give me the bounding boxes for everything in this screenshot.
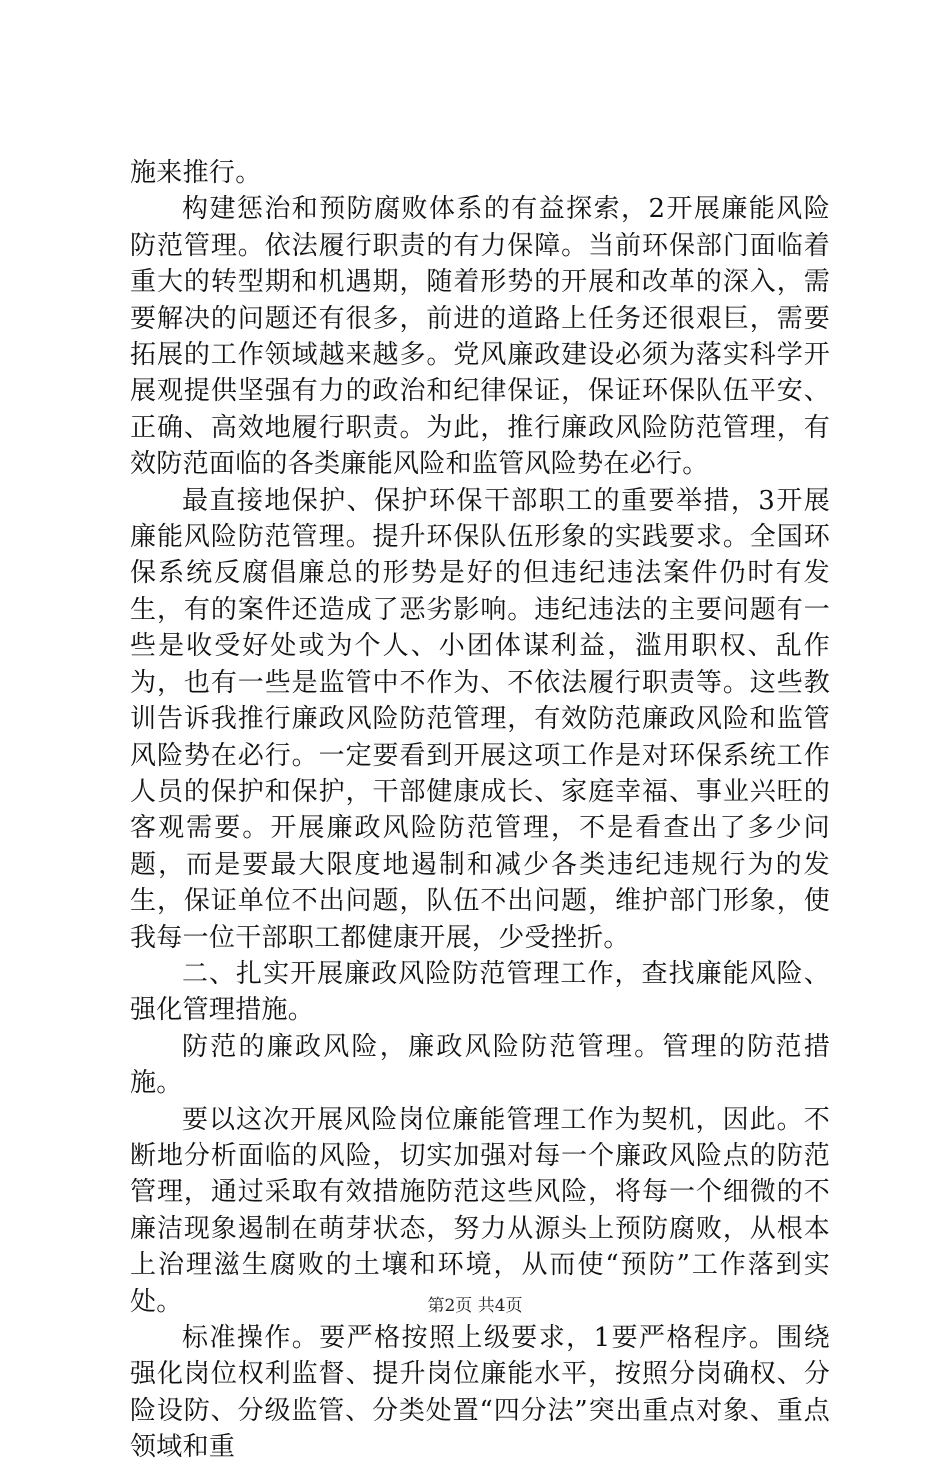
paragraph-7: 标准操作。要严格按照上级要求，1要严格程序。围绕强化岗位权利监督、提升岗位廉能水平，按照分岗确权、分险设防、分级监管、分类处置“四分法”突出重点对象、重点领域和重 [130, 1323, 830, 1463]
paragraph-4-section-heading: 二、扎实开展廉政风险防范管理工作，查找廉能风险、强化管理措施。 [130, 958, 830, 1026]
paragraph-6: 要以这次开展风险岗位廉能管理工作为契机，因此。不断地分析面临的风险，切实加强对每一个廉政风险点的防范管理，通过采取有效措施防范这些风险，将每一个细微的不廉洁现象遏制在萌芽状态，努力从源头上预防腐败，从根本上治理滋生腐败的土壤和环境，从而使“预防”工作落到实处。 [130, 1104, 830, 1317]
page-number-footer: 第2页 共4页 [427, 1296, 523, 1316]
paragraph-5: 防范的廉政风险，廉政风险防范管理。管理的防范措施。 [130, 1031, 830, 1099]
paragraph-2: 构建惩治和预防腐败体系的有益探索，2开展廉能风险防范管理。依法履行职责的有力保障。当前环保部门面临着重大的转型期和机遇期，随着形势的开展和改革的深入，需要解决的问题还有很多，前进的道路上任务还很艰巨，需要拓展的工作领域越来越多。党风廉政建设必须为落实科学开展观提供坚强有力的政治和纪律保证，保证环保队伍平安、正确、高效地履行职责。为此，推行廉政风险防范管理，有效防范面临的各类廉能风险和监管风险势在必行。 [130, 194, 830, 480]
paragraph-3: 最直接地保护、保护环保干部职工的重要举措，3开展廉能风险防范管理。提升环保队伍形象的实践要求。全国环保系统反腐倡廉总的形势是好的但违纪违法案件仍时有发生，有的案件还造成了恶劣影响。违纪违法的主要问题有一些是收受好处或为个人、小团体谋利益，滥用职权、乱作为，也有一些是监管中不作为、不依法履行职责等。这些教训告诉我推行廉政风险防范管理，有效防范廉政风险和监管风险势在必行。一定要看到开展这项工作是对环保系统工作人员的保护和保护，干部健康成长、家庭幸福、事业兴旺的客观需要。开展廉政风险防范管理，不是看查出了多少问题，而是要最大限度地遏制和减少各类违纪违规行为的发生，保证单位不出问题，队伍不出问题，维护部门形象，使我每一位干部职工都健康开展，少受挫折。 [130, 485, 830, 953]
document-body [130, 155, 830, 1466]
paragraph-1: 施来推行。 [130, 158, 262, 188]
